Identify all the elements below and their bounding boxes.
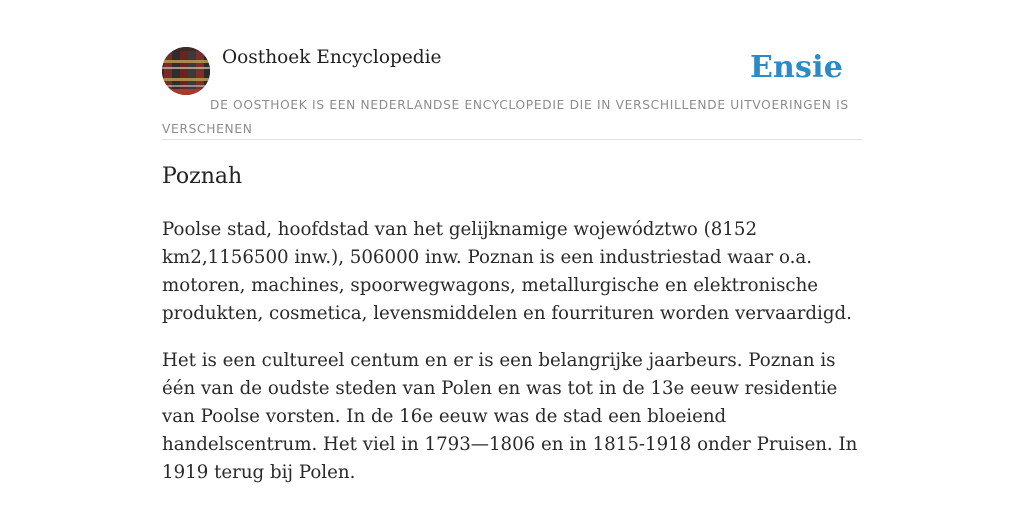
book-spines-icon xyxy=(162,47,210,95)
avatar[interactable] xyxy=(162,47,210,95)
article-body xyxy=(162,216,862,506)
article-paragraph: Het is een cultureel centum en er is een belangrijke jaarbeurs. Poznan is één van de oudste steden van Polen en was tot in de 13e eeuw residentie van Poolse vorsten. In de 16e eeuw was de stad een bloeiend handelscentrum. Het viel in 1793—1806 en in 1815-1918 onder Pruisen. In 1919 terug bij Polen. xyxy=(162,350,858,483)
site-tagline: DE OOSTHOEK IS EEN NEDERLANDSE ENCYCLOPEDIE DIE IN VERSCHILLENDE UITVOERINGEN IS VERSCHENEN xyxy=(162,98,849,136)
article-paragraph: Poolse stad, hoofdstad van het gelijknamige województwo (8152 km2,1156500 inw.), 506000 inw. Poznan is een industriestad waar o.a. motoren, machines, spoorwegwagons, metallurgische en elektronische produkten, cosmetica, levensmiddelen en fourrituren worden vervaardigd. xyxy=(162,219,852,324)
brand-logo-link[interactable]: Ensie xyxy=(749,50,843,85)
site-title[interactable]: Oosthoek Encyclopedie xyxy=(222,47,442,68)
site-header xyxy=(162,46,862,140)
article-title: Poznah xyxy=(162,164,243,189)
